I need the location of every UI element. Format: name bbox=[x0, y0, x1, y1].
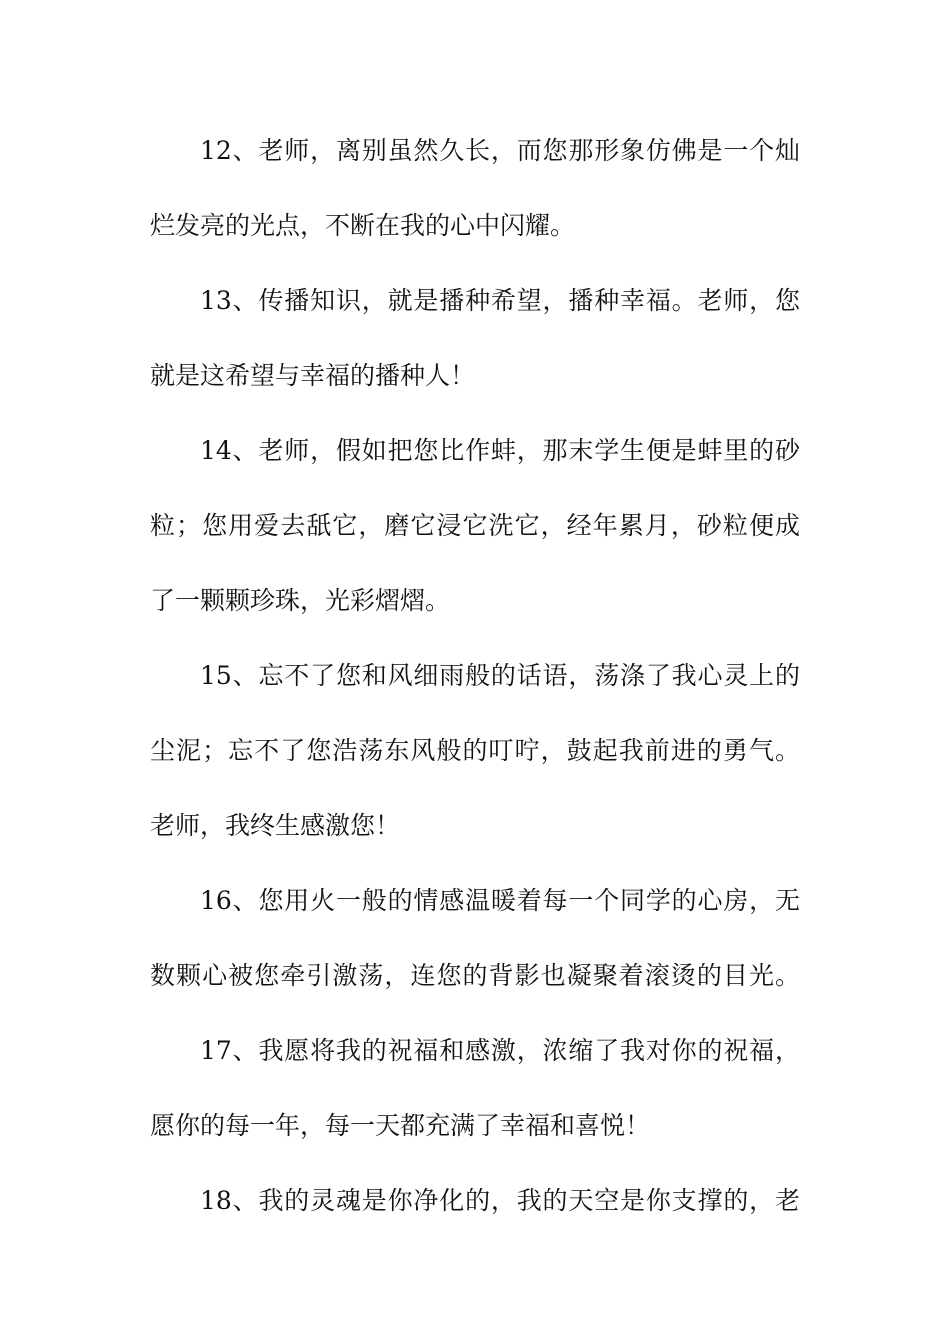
text-line: 18、我的灵魂是你净化的，我的天空是你支撑的，老 bbox=[200, 1186, 800, 1215]
text-line: 13、传播知识，就是播种希望，播种幸福。老师，您 bbox=[200, 286, 800, 315]
text-line: 就是这希望与幸福的播种人！ bbox=[150, 361, 476, 390]
text-line: 15、忘不了您和风细雨般的话语，荡涤了我心灵上的 bbox=[200, 661, 800, 690]
text-line: 烂发亮的光点，不断在我的心中闪耀。 bbox=[150, 211, 576, 240]
text-line: 老师，我终生感激您！ bbox=[150, 811, 401, 840]
text-line: 14、老师，假如把您比作蚌，那末学生便是蚌里的砂 bbox=[200, 436, 800, 465]
text-line: 17、我愿将我的祝福和感激，浓缩了我对你的祝福， bbox=[200, 1036, 800, 1065]
text-line: 16、您用火一般的情感温暖着每一个同学的心房，无 bbox=[200, 886, 800, 915]
text-line: 尘泥；忘不了您浩荡东风般的叮咛，鼓起我前进的勇气。 bbox=[150, 736, 800, 765]
text-line: 12、老师，离别虽然久长，而您那形象仿佛是一个灿 bbox=[200, 136, 800, 165]
text-line: 了一颗颗珍珠，光彩熠熠。 bbox=[150, 586, 451, 615]
text-line: 数颗心被您牵引激荡，连您的背影也凝聚着滚烫的目光。 bbox=[150, 961, 800, 990]
text-line: 粒；您用爱去舐它，磨它浸它洗它，经年累月，砂粒便成 bbox=[150, 511, 800, 540]
text-line: 愿你的每一年，每一天都充满了幸福和喜悦！ bbox=[150, 1111, 651, 1140]
